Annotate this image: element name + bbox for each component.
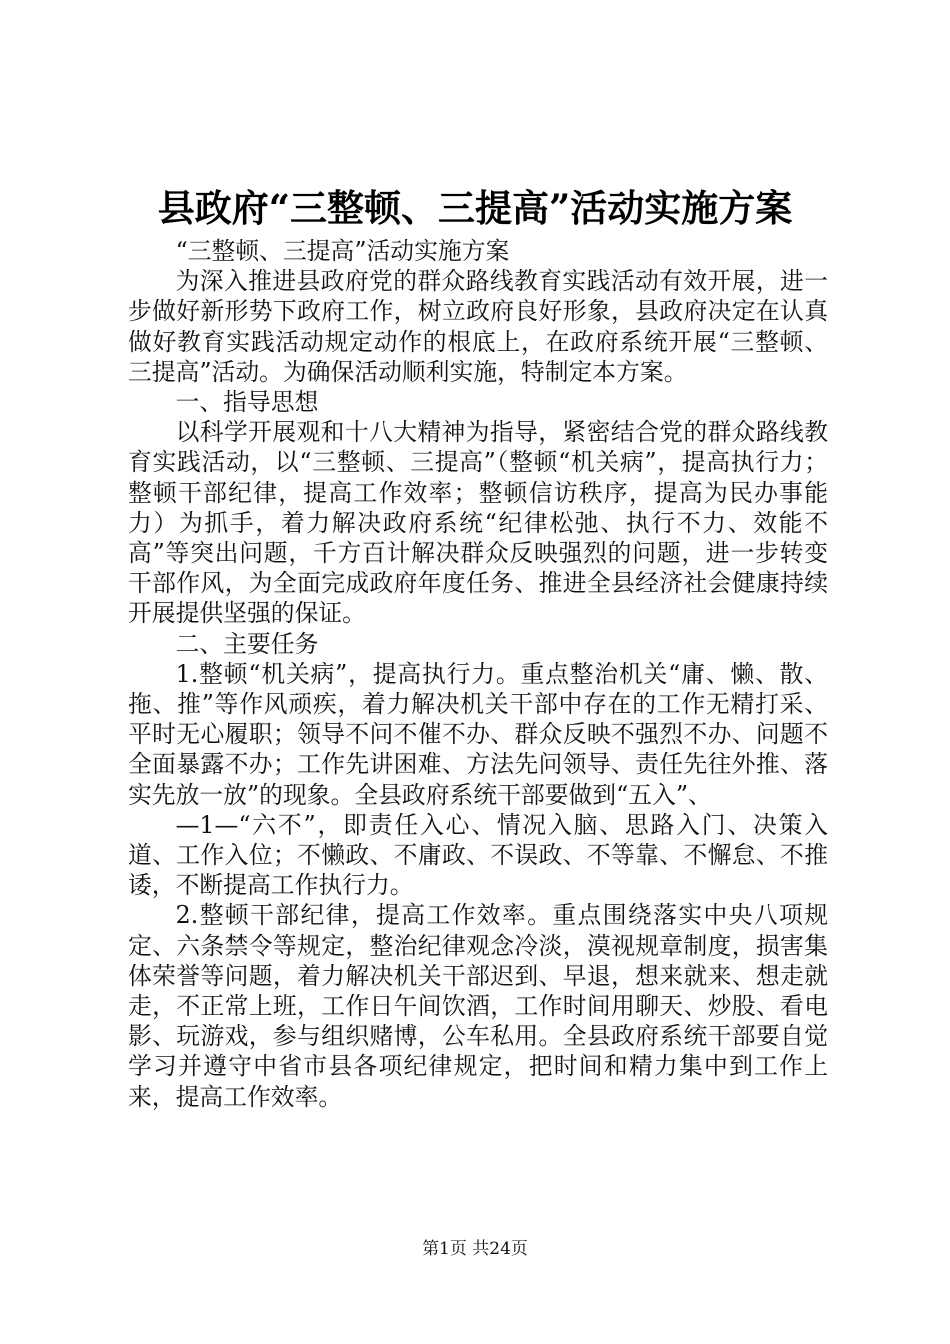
paragraph-guiding-thought: 以科学开展观和十八大精神为指导，紧密结合党的群众路线教育实践活动，以“三整顿、三提高”（整顿“机关病”，提高执行力；整顿干部纪律，提高工作效率；整顿信访秩序，提高为民办事能力）为抓手，着力解决政府系统“纪律松弛、执行不力、效能不高”等突出问题，千方百计解决群众反映强烈的问题，进一步转变干部作风，为全面完成政府年度任务、推进全县经济社会健康持续开展提供坚强的保证。 bbox=[128, 418, 828, 628]
document-title: 县政府“三整顿、三提高”活动实施方案 bbox=[157, 186, 793, 230]
section-heading-guiding-thought: 一、指导思想 bbox=[175, 388, 319, 417]
paragraph-task-1: 1.整顿“机关病”，提高执行力。重点整治机关“庸、懒、散、拖、推”等作风顽疾，着力解决机关干部中存在的工作无精打采、平时无心履职；领导不问不催不办、群众反映不强烈不办、问题不全面暴露不办；工作先讲困难、方法先问领导、责任先往外推、落实先放一放”的现象。全县政府系统干部要做到“五入”、 bbox=[128, 659, 828, 809]
paragraph-task-1-continued: —1—“六不”，即责任入心、情况入脑、思路入门、决策入道、工作入位；不懒政、不庸政、不误政、不等靠、不懈怠、不推诿，不断提高工作执行力。 bbox=[128, 810, 828, 900]
paragraph-subtitle: “三整顿、三提高”活动实施方案 bbox=[175, 237, 510, 265]
paragraph-task-2: 2.整顿干部纪律，提高工作效率。重点围绕落实中央八项规定、六条禁令等规定，整治纪律观念冷淡，漠视规章制度，损害集体荣誉等问题，着力解决机关干部迟到、早退，想来就来、想走就走，不正常上班，工作日午间饮酒，工作时间用聊天、炒股、看电影、玩游戏，参与组织赌博，公车私用。全县政府系统干部要自觉学习并遵守中省市县各项纪律规定，把时间和精力集中到工作上来，提高工作效率。 bbox=[128, 901, 828, 1111]
paragraph-intro: 为深入推进县政府党的群众路线教育实践活动有效开展，进一步做好新形势下政府工作，树立政府良好形象，县政府决定在认真做好教育实践活动规定动作的根底上，在政府系统开展“三整顿、三提高”活动。为确保活动顺利实施，特制定本方案。 bbox=[128, 267, 828, 386]
document-body bbox=[128, 236, 828, 1112]
page-number-footer: 第1页 共24页 bbox=[422, 1239, 528, 1259]
section-heading-main-tasks: 二、主要任务 bbox=[175, 629, 319, 658]
